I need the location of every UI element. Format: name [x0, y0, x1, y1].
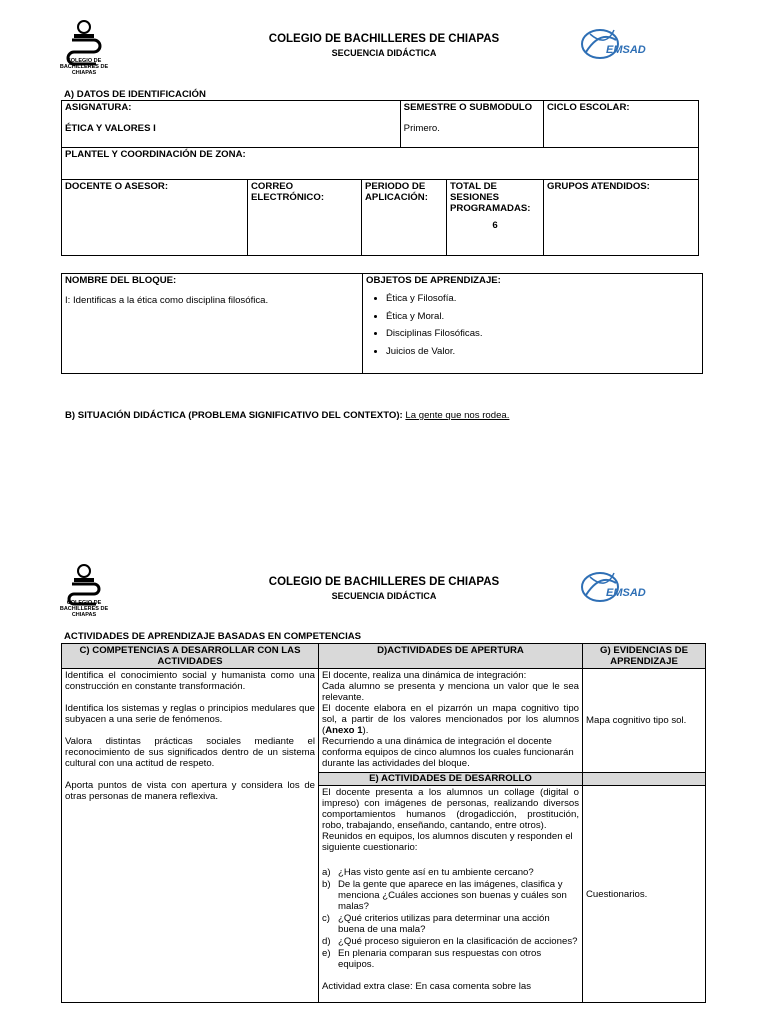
header-subtitle: SECUENCIA DIDÁCTICA [331, 48, 437, 58]
competencia-item: Identifica el conocimiento social y humanista como una construcción en constante transformación. [65, 670, 315, 692]
desarrollo-text: El docente presenta a los alumnos un collage (digital o impreso) con imágenes de personas, realizando diversos comportamientos humanos (drogadicción, prostitución, robo, trabajando, enseñando, cantando, entre otros). [322, 787, 579, 831]
grupos-label: GRUPOS ATENDIDOS: [547, 181, 650, 192]
asignatura-value: ÉTICA Y VALORES I [65, 123, 156, 134]
col-header-competencias: C) COMPETENCIAS A DESARROLLAR CON LAS ACTIVIDADES [62, 644, 319, 669]
correo-label: CORREO ELECTRÓNICO: [251, 181, 325, 203]
list-item: • Ética y Filosofía. [386, 290, 699, 308]
competencias-cell [62, 669, 319, 1003]
apertura-text-part: ). [362, 725, 369, 736]
desarrollo-extra: Actividad extra clase: En casa comenta sobre las [322, 981, 532, 992]
item-text: ¿Qué proceso siguieron en la clasificación de acciones? [338, 936, 578, 947]
colegio-logo-text: COLEGIO DE BACHILLERES DE CHIAPAS [59, 600, 109, 618]
cuestionario-list [322, 867, 579, 970]
list-item [322, 867, 579, 878]
competencia-item: Identifica los sistemas y reglas o principios medulares que subyacen a una serie de fenómenos. [65, 703, 315, 725]
identification-table [61, 100, 699, 256]
emsad-logo-text: EMSAD [606, 44, 646, 56]
plantel-label: PLANTEL Y COORDINACIÓN DE ZONA: [65, 149, 246, 160]
header-title: COLEGIO DE BACHILLERES DE CHIAPAS [268, 576, 500, 588]
page-header [200, 33, 568, 58]
evidencia-apertura-cell [583, 669, 706, 773]
item-letter: a) [322, 867, 331, 878]
item-text: ¿Has visto gente así en tu ambiente cercano? [338, 867, 534, 878]
semestre-label: SEMESTRE O SUBMODULO [403, 102, 533, 113]
col-header-apertura: D)ACTIVIDADES DE APERTURA [319, 644, 583, 669]
semestre-value: Primero. [403, 123, 440, 134]
apertura-text [322, 703, 579, 736]
objetos-cell [363, 274, 703, 374]
bloque-table [61, 273, 703, 374]
competencia-item: Valora distintas prácticas sociales mediante el reconocimiento de sus significados dentro de un sistema cultural con una actitud de respeto. [65, 736, 315, 769]
list-item [386, 343, 699, 361]
item-letter: c) [322, 913, 330, 924]
total-label: TOTAL DE SESIONES PROGRAMADAS: [450, 181, 531, 214]
col-header-evidencias: G) EVIDENCIAS DE APRENDIZAJE [583, 644, 706, 669]
evidencia-apertura: Mapa cognitivo tipo sol. [586, 715, 687, 726]
section-b [65, 410, 509, 421]
bloque-nombre-value: I: Identificas a la ética como disciplina filosófica. [65, 295, 269, 306]
actividades-table [61, 643, 706, 1003]
item-letter: d) [322, 936, 331, 947]
header-title: COLEGIO DE BACHILLERES DE CHIAPAS [268, 33, 500, 45]
list-item [322, 936, 579, 947]
docente-cell [62, 180, 248, 256]
bloque-nombre-label: NOMBRE DEL BLOQUE: [65, 275, 177, 286]
item-text: En plenaria comparan sus respuestas con otros equipos. [338, 948, 542, 970]
evidencia-desarrollo: Cuestionarios. [586, 888, 648, 900]
bloque-nombre-cell [62, 274, 363, 374]
colegio-logo-text: COLEGIO DE BACHILLERES DE CHIAPAS [59, 58, 109, 76]
evidencia-desarrollo-cell [583, 786, 706, 1003]
emsad-logo-text: EMSAD [606, 587, 646, 599]
header-subtitle: SECUENCIA DIDÁCTICA [331, 591, 437, 601]
apertura-cell [319, 669, 583, 773]
objeto-text: Juicios de Valor. [386, 345, 456, 357]
apertura-text: Recurriendo a una dinámica de integración el docente conforma equipos de cinco alumnos los cuales funcionarán durante las actividades del bloque. [322, 736, 574, 769]
item-letter: e) [322, 948, 331, 959]
anexo-ref: Anexo 1 [325, 725, 363, 736]
grupos-cell [544, 180, 699, 256]
section-a-title: A) DATOS DE IDENTIFICACIÓN [64, 89, 206, 100]
docente-label: DOCENTE O ASESOR: [65, 181, 169, 192]
total-cell [447, 180, 544, 256]
total-value: 6 [492, 220, 498, 231]
periodo-cell [362, 180, 447, 256]
objetos-list [366, 290, 699, 360]
item-text: ¿Qué criterios utilizas para determinar una acción buena de una mala? [338, 913, 550, 935]
desarrollo-header: E) ACTIVIDADES DE DESARROLLO [319, 773, 583, 786]
apertura-text: Cada alumno se presenta y menciona un valor que le sea relevante. [322, 681, 579, 703]
asignatura-cell [62, 101, 401, 148]
competencia-item: Aporta puntos de vista con apertura y considera los de otras personas de manera reflexiva. [65, 780, 315, 802]
semestre-cell [400, 101, 543, 148]
ciclo-cell [544, 101, 699, 148]
actividades-title: ACTIVIDADES DE APRENDIZAJE BASADAS EN COMPETENCIAS [64, 631, 362, 642]
list-item [322, 948, 579, 970]
item-text: De la gente que aparece en las imágenes, clasifica y menciona ¿Cuáles acciones son buenas y cuáles son malas? [338, 879, 567, 912]
list-item [322, 879, 579, 912]
item-letter: b) [322, 879, 331, 890]
periodo-label: PERIODO DE APLICACIÓN: [365, 181, 428, 203]
objetos-label: OBJETOS DE APRENDIZAJE: [366, 275, 501, 286]
list-item: • Ética y Moral. [386, 308, 699, 326]
section-b-label: B) SITUACIÓN DIDÁCTICA (PROBLEMA SIGNIFICATIVO DEL CONTEXTO): [65, 410, 403, 421]
list-item [322, 913, 579, 935]
plantel-cell [62, 148, 699, 180]
desarrollo-text: Reunidos en equipos, los alumnos discuten y responden el siguiente cuestionario: [322, 831, 573, 853]
apertura-text-part: El docente elabora en el pizarrón un mapa cognitivo tipo sol, a partir de los valores mencionados por los alumnos ( [322, 703, 579, 736]
list-item: • Disciplinas Filosóficas. [386, 325, 699, 343]
apertura-text: El docente, realiza una dinámica de integración: [322, 670, 527, 681]
section-b-value: La gente que nos rodea. [405, 410, 510, 421]
desarrollo-cell [319, 786, 583, 1003]
page-header [200, 576, 568, 601]
correo-cell [248, 180, 362, 256]
ciclo-label: CICLO ESCOLAR: [547, 102, 630, 113]
desarrollo-header-blank [583, 773, 706, 786]
asignatura-label: ASIGNATURA: [65, 102, 132, 113]
